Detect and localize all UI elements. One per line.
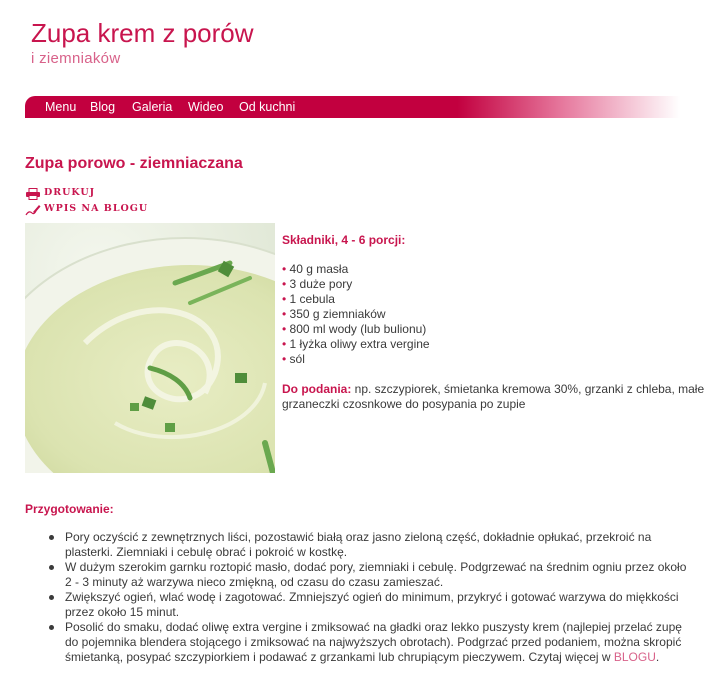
nav-item-menu[interactable]: Menu [45, 100, 77, 114]
nav-item-galeria[interactable]: Galeria [132, 100, 173, 114]
ingredients-heading: Składniki, 4 - 6 porcji: [282, 233, 406, 247]
ingredient-item: • 800 ml wody (lub bulionu) [282, 322, 427, 336]
ingredient-item: • 40 g masła [282, 262, 349, 276]
step-item: W dużym szerokim garnku roztopić masło, dodać pory, ziemniaki i cebulę. Podgrzewać na średnim ogniu przez około 2 - 3 minuty aż warzywa nieco zmiękną, od czasu do czasu zamieszać. [65, 560, 693, 590]
pen-write-icon [25, 203, 41, 215]
print-label: DRUKUJ [44, 187, 96, 198]
recipe-title: Zupa porowo - ziemniaczana [25, 155, 243, 172]
step-item: Posolić do smaku, dodać oliwę extra vergine i zmiksować na gładki oraz lekko puszysty krem (najlepiej przelać zupę do pojemnika blendera stojącego i zmiksować na najwyższych obrotach). Podgrzać przed podaniem, można skropić śmietanką, posypać szczypiorkiem i podawać z grzankami lub chrupiącym pieczywem. Czytaj więcej w BLOGU. [65, 620, 693, 665]
nav-item-wideo[interactable]: Wideo [188, 100, 224, 114]
serving-suggestion [282, 382, 707, 412]
site-subtitle: i ziemniaków [31, 50, 121, 67]
main-navigation [25, 96, 680, 118]
blog-entry-label: WPIS NA BLOGU [44, 203, 149, 214]
step-item: Zwiększyć ogień, wlać wodę i zagotować. Zmniejszyć ogień do minimum, przykryć i gotować warzywa do miękkości przez około 15 minut. [65, 590, 693, 620]
print-link[interactable] [25, 187, 95, 199]
soup-photo [25, 223, 275, 473]
ingredient-item: • 1 łyżka oliwy extra vergine [282, 337, 430, 351]
nav-item-blog[interactable]: Blog [90, 100, 116, 114]
ingredient-item: • 1 cebula [282, 292, 335, 306]
blog-link[interactable]: BLOGU [613, 650, 656, 664]
blog-entry-link[interactable] [25, 203, 148, 215]
ingredient-item: • 350 g ziemniaków [282, 307, 386, 321]
ingredient-item: • sól [282, 352, 305, 366]
printer-icon [25, 187, 41, 199]
ingredient-list [282, 262, 430, 367]
nav-item-od-kuchni[interactable]: Od kuchni [239, 100, 296, 114]
serving-label: Do podania: [282, 382, 352, 396]
preparation-steps [65, 530, 693, 665]
preparation-heading: Przygotowanie: [25, 502, 114, 516]
ingredient-item: • 3 duże pory [282, 277, 353, 291]
step-item: Pory oczyścić z zewnętrznych liści, pozostawić białą oraz jasno zieloną część, dokładnie opłukać, przekroić na plasterki. Ziemniaki i cebulę obrać i pokroić w kostkę. [65, 530, 693, 560]
serving-text: np. szczypiorek, śmietanka kremowa 30%, grzanki z chleba, małe grzaneczki czosnkowe do posypania po zupie [282, 382, 705, 411]
site-title: Zupa krem z porów [31, 18, 254, 48]
